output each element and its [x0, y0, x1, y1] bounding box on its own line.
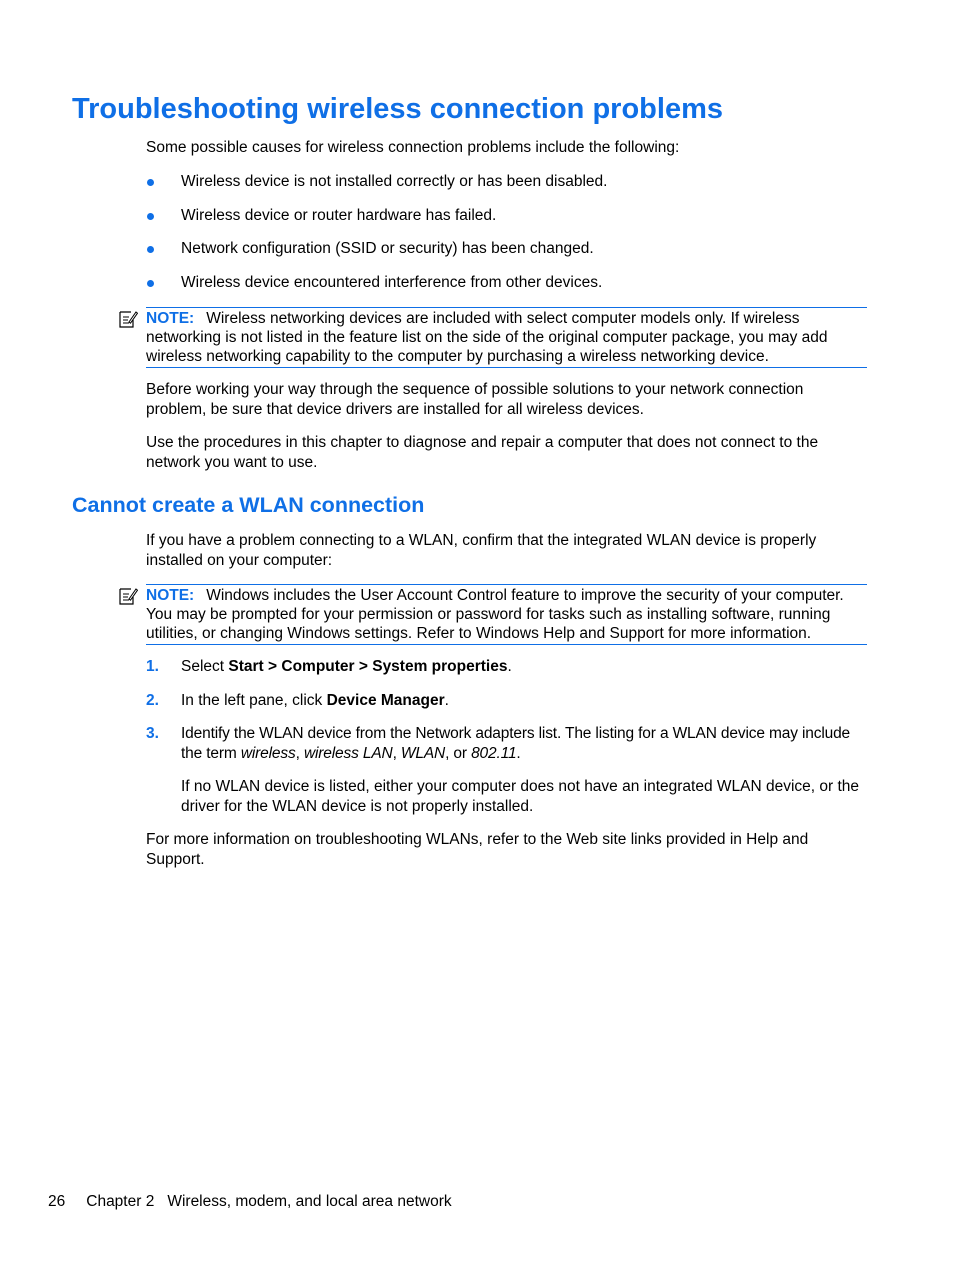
paragraph: Before working your way through the sequence of possible solutions to your network connection problem, be sure that device drivers are installed for all wireless devices.: [146, 381, 804, 418]
step-followup: If no WLAN device is listed, either your computer does not have an integrated WLAN device, or the driver for the WLAN device is not properly installed.: [181, 778, 860, 815]
bullet-dot-icon: [147, 246, 154, 253]
step-number: 2.: [146, 692, 159, 709]
list-item-text: Network configuration (SSID or security) has been changed.: [181, 240, 594, 257]
note-text: Windows includes the User Account Control feature to improve the security of your computer. You may be prompted for your permission or password for tasks such as installing software, running utilities, or changing Windows settings. Refer to Windows Help and Support for more information.: [146, 587, 844, 642]
bullet-dot-icon: [147, 213, 154, 220]
note-pencil-icon: [118, 586, 138, 606]
page-title: Troubleshooting wireless connection problems: [72, 93, 723, 125]
note-box: [146, 584, 867, 645]
page-footer: [48, 1192, 452, 1212]
chapter-label: Chapter 2: [86, 1193, 155, 1210]
ui-path: Start > Computer > System properties: [228, 658, 508, 675]
closing-paragraph: For more information on troubleshooting WLANs, refer to the Web site links provided in Help and Support.: [146, 831, 809, 868]
list-item-text: Wireless device encountered interference from other devices.: [181, 274, 603, 291]
intro-paragraph: Some possible causes for wireless connection problems include the following:: [146, 139, 680, 156]
note-text: Wireless networking devices are included with select computer models only. If wireless networking is not listed in the feature list on the side of the original computer package, you may add wireless networking capability to the computer by purchasing a wireless networking device.: [146, 310, 828, 365]
step-text: Select Start > Computer > System properties.: [181, 658, 512, 675]
list-item-text: Wireless device or router hardware has failed.: [181, 207, 497, 224]
section-intro: If you have a problem connecting to a WLAN, confirm that the integrated WLAN device is properly installed on your computer:: [146, 532, 817, 569]
step-text: Identify the WLAN device from the Network adapters list. The listing for a WLAN device may include the term wireless, wireless LAN, WLAN, or 802.11.: [181, 725, 851, 762]
page-number: 26: [48, 1193, 66, 1210]
note-label: NOTE:: [146, 587, 195, 604]
step-number: 1.: [146, 658, 159, 675]
note-pencil-icon: [118, 309, 138, 329]
step-text: In the left pane, click Device Manager.: [181, 692, 449, 709]
bullet-dot-icon: [147, 280, 154, 287]
section-title: Cannot create a WLAN connection: [72, 493, 425, 517]
chapter-title: Wireless, modem, and local area network: [167, 1193, 452, 1210]
paragraph: Use the procedures in this chapter to diagnose and repair a computer that does not connect to the network you want to use.: [146, 434, 819, 471]
step-number: 3.: [146, 725, 159, 742]
ui-element-name: Device Manager: [326, 692, 445, 709]
note-label: NOTE:: [146, 310, 195, 327]
bullet-dot-icon: [147, 179, 154, 186]
list-item-text: Wireless device is not installed correctly or has been disabled.: [181, 173, 608, 190]
note-box: [146, 307, 867, 368]
